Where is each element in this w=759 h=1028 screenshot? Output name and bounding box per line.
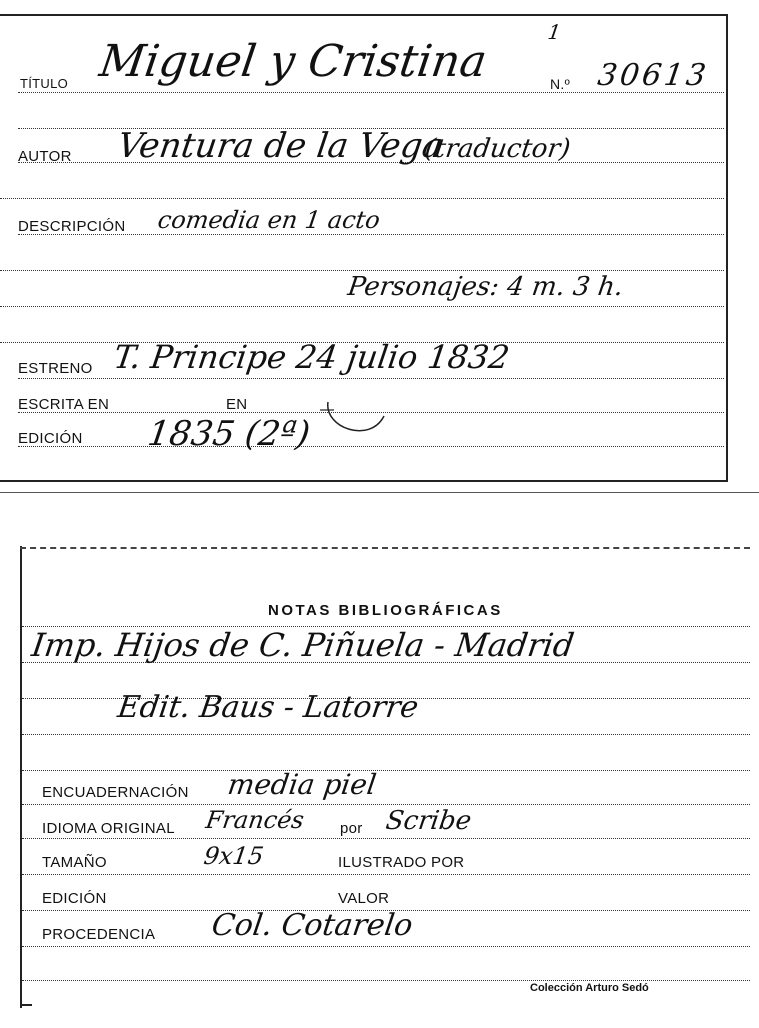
escrita-en-label: ESCRITA EN: [18, 396, 110, 413]
tamano-label: TAMAÑO: [42, 854, 107, 871]
corner-mark: [20, 1004, 32, 1006]
ruled-line: [22, 874, 750, 875]
nota-line-1: Imp. Hijos de C. Piñuela - Madrid: [29, 626, 577, 664]
ruled-line: [18, 378, 724, 379]
ruled-line: [0, 270, 724, 271]
ruled-line: [22, 946, 750, 947]
descripcion-value: comedia en 1 acto: [156, 206, 382, 234]
punch-hole-mark: [320, 388, 400, 444]
card-left-border: [20, 546, 22, 1008]
edicion-label-bottom: EDICIÓN: [42, 890, 107, 907]
encuadernacion-label: ENCUADERNACIÓN: [42, 784, 189, 801]
ruled-line: [22, 770, 750, 771]
numero-value: 30613: [595, 58, 711, 93]
card-bottom-border: [0, 480, 728, 482]
titulo-value: Miguel y Cristina: [96, 36, 490, 87]
procedencia-value: Col. Cotarelo: [209, 908, 415, 943]
numero-mark: 1: [546, 20, 563, 44]
card-top-border: [0, 14, 728, 16]
card-top-border: [20, 547, 750, 549]
edicion-label: EDICIÓN: [18, 430, 83, 447]
autor-value: Ventura de la Vega: [115, 126, 446, 166]
estreno-label: ESTRENO: [18, 360, 93, 377]
notas-heading: NOTAS BIBLIOGRÁFICAS: [268, 602, 503, 619]
valor-label: VALOR: [338, 890, 390, 907]
catalog-card-front: [0, 0, 759, 500]
descripcion-label: DESCRIPCIÓN: [18, 218, 126, 235]
ruled-line: [22, 838, 750, 839]
card-separator: [0, 492, 759, 493]
nota-line-2: Edit. Baus - Latorre: [115, 690, 421, 725]
ruled-line: [0, 198, 724, 199]
procedencia-label: PROCEDENCIA: [42, 926, 156, 943]
autor-note: (traductor): [422, 134, 573, 164]
encuadernacion-value: media piel: [225, 768, 379, 801]
personajes-value: Personajes: 4 m. 3 h.: [345, 272, 626, 302]
en-label: EN: [226, 396, 248, 413]
tamano-value: 9x15: [202, 842, 266, 870]
card-right-border: [726, 14, 728, 482]
ruled-line: [22, 734, 750, 735]
idioma-original-label: IDIOMA ORIGINAL: [42, 820, 175, 837]
ruled-line: [22, 804, 750, 805]
titulo-label: TÍTULO: [20, 76, 69, 91]
catalog-card-back: [0, 520, 759, 1028]
por-value: Scribe: [383, 806, 474, 836]
estreno-value: T. Principe 24 julio 1832: [111, 338, 512, 376]
collection-footer: Colección Arturo Sedó: [530, 982, 649, 994]
ruled-line: [22, 980, 750, 981]
ruled-line: [18, 446, 724, 447]
por-label: por: [340, 820, 363, 837]
ruled-line: [0, 306, 724, 307]
edicion-value: 1835 (2ª): [145, 414, 313, 454]
numero-label: N.º: [550, 76, 571, 92]
ilustrado-por-label: ILUSTRADO POR: [338, 854, 465, 871]
autor-label: AUTOR: [18, 148, 72, 165]
idioma-original-value: Francés: [204, 806, 306, 834]
